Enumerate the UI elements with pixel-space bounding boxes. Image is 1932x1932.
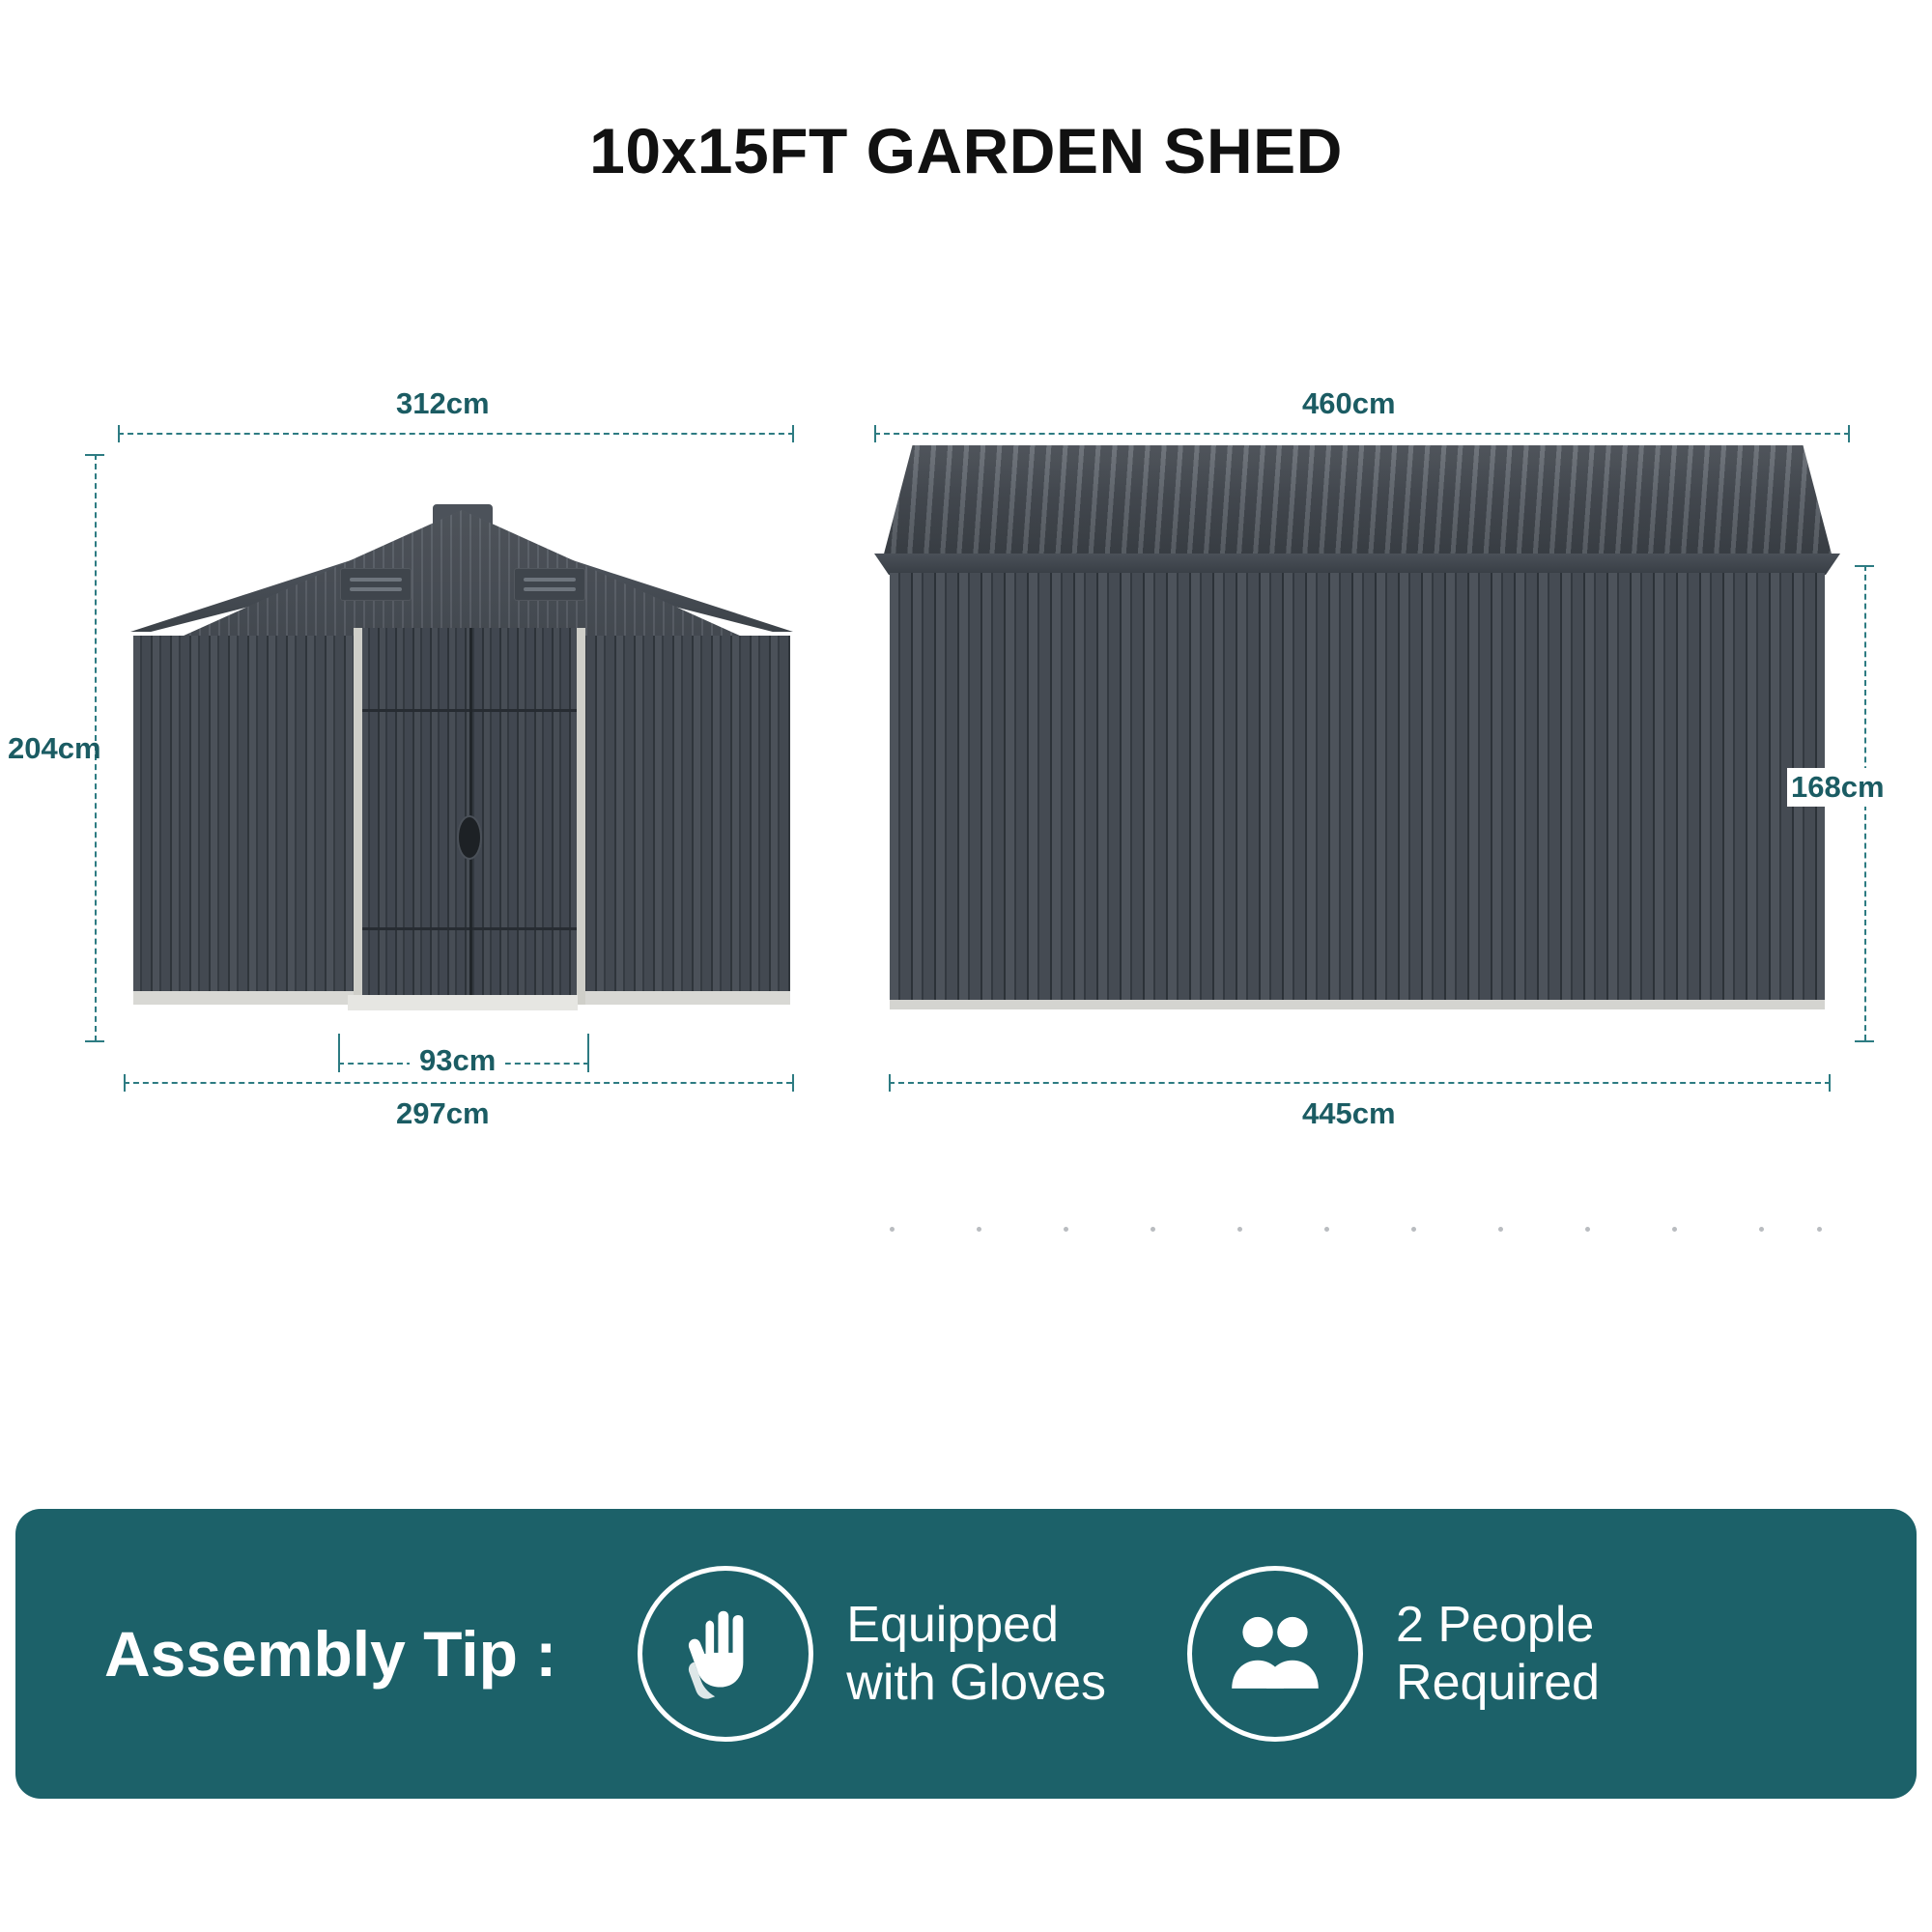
gloves-icon <box>638 1566 813 1742</box>
tip-gloves-text <box>846 1596 1106 1713</box>
side-height-tick-top <box>1855 565 1874 567</box>
front-elevation-illustration <box>124 454 800 1043</box>
side-wall-corrugation <box>890 573 1825 1006</box>
side-roof-corrugation <box>882 445 1833 561</box>
side-screw-row <box>890 1227 1825 1233</box>
tip-people-line1: 2 People <box>1396 1596 1595 1653</box>
side-base-trim <box>890 1000 1825 1009</box>
page-title: 10x15FT GARDEN SHED <box>589 115 1343 186</box>
assembly-tip-banner <box>15 1509 1917 1799</box>
side-wall <box>890 573 1825 1006</box>
side-eave-trim <box>874 554 1840 575</box>
tip-people-line2: Required <box>1396 1655 1601 1711</box>
side-base-dim-line <box>889 1082 1831 1084</box>
door-width-tick-right <box>587 1034 589 1072</box>
side-roof-panel <box>882 445 1833 561</box>
tip-gloves-line2: with Gloves <box>846 1655 1107 1711</box>
front-top-dim-tick-left <box>118 425 120 442</box>
dim-side-height: 168cm <box>1787 768 1889 807</box>
dim-door-width: 93cm <box>410 1043 505 1078</box>
front-base-tick-left <box>124 1074 126 1092</box>
dim-front-base-width: 297cm <box>396 1096 490 1130</box>
gable-wall <box>180 510 744 641</box>
side-base-tick-left <box>889 1074 891 1092</box>
dim-front-height: 204cm <box>8 731 101 765</box>
side-base-tick-right <box>1829 1074 1831 1092</box>
dim-side-top-length: 460cm <box>1302 386 1396 420</box>
assembly-tip-label: Assembly Tip : <box>104 1618 557 1690</box>
front-base-dim-line <box>124 1082 792 1084</box>
side-top-tick-left <box>874 425 876 442</box>
side-top-tick-right <box>1848 425 1850 442</box>
gable-corrugation <box>180 510 744 641</box>
dim-front-top-width: 312cm <box>396 386 490 420</box>
side-height-tick-bottom <box>1855 1040 1874 1042</box>
front-top-dim-tick-right <box>792 425 794 442</box>
front-base-tick-right <box>792 1074 794 1092</box>
vent-icon-right <box>514 568 585 601</box>
door-threshold <box>348 995 578 1010</box>
side-elevation-illustration <box>874 440 1840 1043</box>
vent-icon-left <box>340 568 412 601</box>
door-width-tick-left <box>338 1034 340 1072</box>
door-center-seam <box>469 628 472 1005</box>
front-top-dim-line <box>118 433 794 435</box>
front-height-tick-top <box>85 454 104 456</box>
tip-gloves-line1: Equipped <box>846 1596 1060 1653</box>
two-people-icon <box>1187 1566 1363 1742</box>
tip-gloves <box>638 1566 1106 1742</box>
side-top-dim-line <box>874 433 1850 435</box>
tip-two-people-text <box>1396 1596 1600 1713</box>
dim-side-base-length: 445cm <box>1302 1096 1396 1130</box>
front-height-tick-bottom <box>85 1040 104 1042</box>
door-handle-icon <box>459 817 480 858</box>
tip-two-people <box>1187 1566 1600 1742</box>
sliding-door <box>354 628 585 1005</box>
